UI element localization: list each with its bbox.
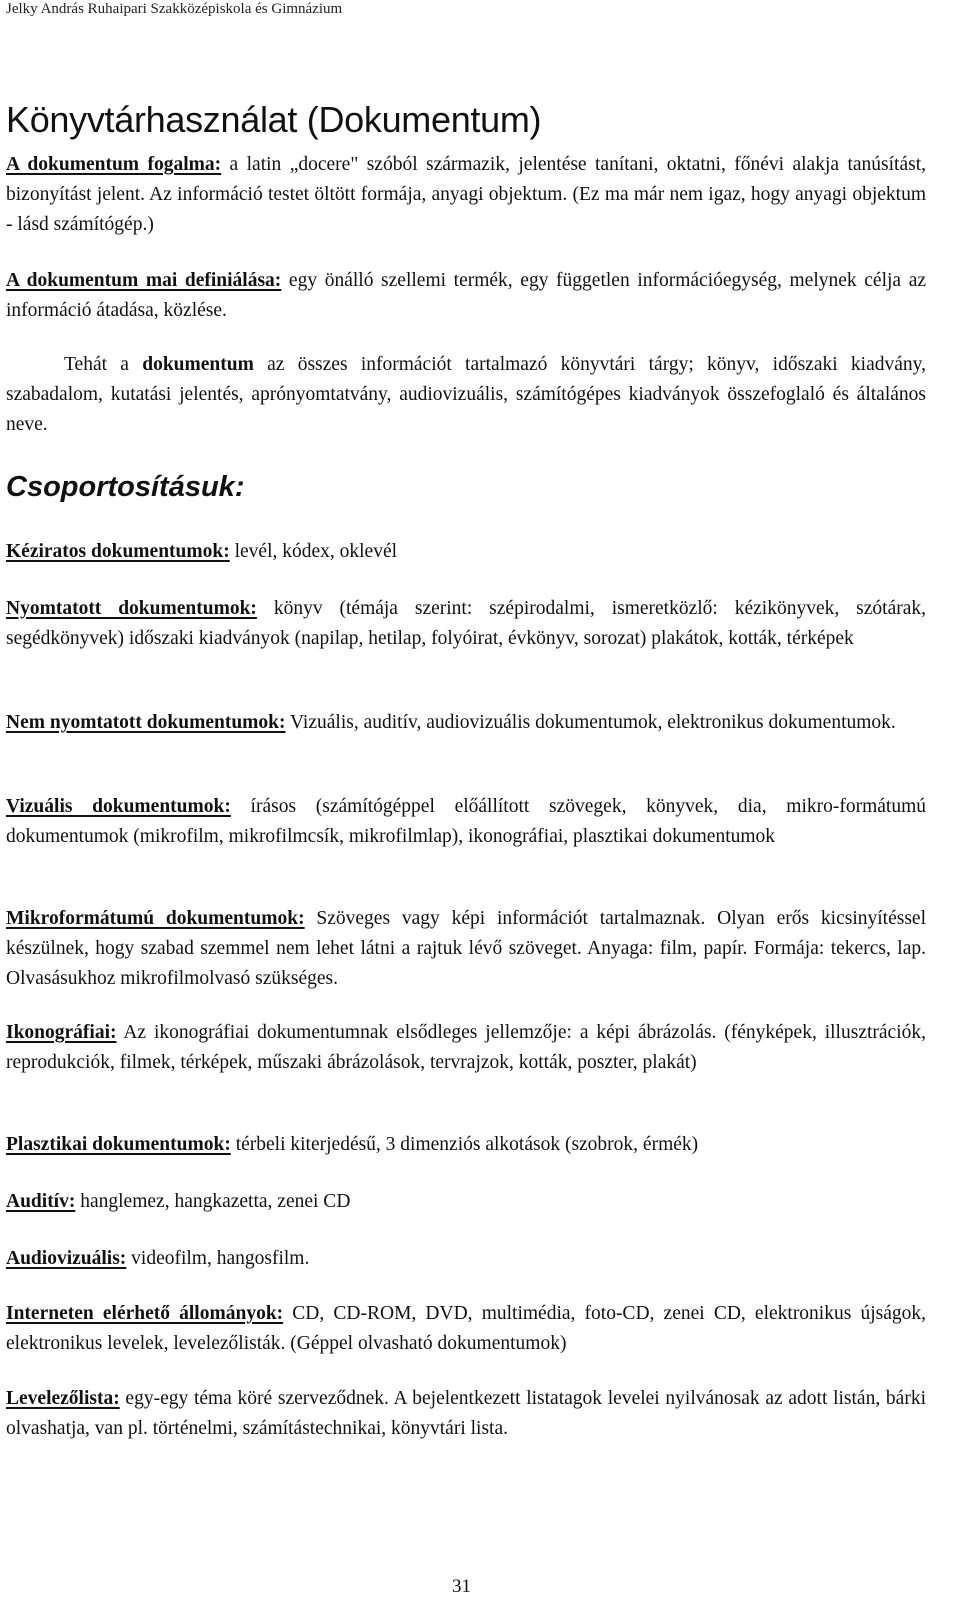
group-text: egy-egy téma köré szerveződnek. A bejelentkezett listatagok levelei nyilvánosak az adott listán, bárki olvashatja, van pl. történelmi, számítástechnikai, könyvtári lista. bbox=[6, 1388, 926, 1439]
definition-paragraph bbox=[6, 150, 926, 240]
group-term: Interneten elérhető állományok: bbox=[6, 1303, 284, 1324]
group-term: Levelezőlista: bbox=[6, 1388, 120, 1409]
group-term: Mikroformátumú dokumentumok: bbox=[6, 908, 305, 929]
group-text: Szöveges vagy képi információt tartalmaznak. Olyan erős kicsinyítéssel készülnek, hogy szabad szemmel nem lehet látni a rajtuk lévő szöveget. Anyaga: film, papír. Formája: tekercs, lap. Olvasásukhoz mikrofilmolvasó szükséges. bbox=[6, 908, 926, 989]
summary-paragraph bbox=[6, 350, 926, 440]
group-text: térbeli kiterjedésű, 3 dimenziós alkotások (szobrok, érmék) bbox=[230, 1134, 699, 1155]
group-internet bbox=[6, 1299, 926, 1359]
group-term: Kéziratos dokumentumok: bbox=[6, 541, 230, 562]
group-mailing-list bbox=[6, 1384, 926, 1444]
group-handwritten bbox=[6, 537, 926, 567]
modern-definition-text: egy önálló szellemi termék, egy független információegység, melynek célja az információ átadása, közlése. bbox=[6, 270, 926, 321]
page-header-school-name: Jelky András Ruhaipari Szakközépiskola és Gimnázium bbox=[6, 1, 343, 17]
group-term: Audiovizuális: bbox=[6, 1248, 127, 1269]
group-microform bbox=[6, 904, 926, 994]
page-title: Könyvtárhasználat (Dokumentum) bbox=[6, 99, 542, 140]
group-text: könyv (témája szerint: szépirodalmi, ismeretközlő: kézikönyvek, szótárak, segédkönyvek) időszaki kiadványok (napilap, hetilap, folyóirat, évkönyv, sorozat) plakátok, kották, térképek bbox=[6, 598, 927, 649]
group-term: Vizuális dokumentumok: bbox=[6, 796, 231, 817]
group-text: Vizuális, auditív, audiovizuális dokumentumok, elektronikus dokumentumok. bbox=[285, 712, 896, 733]
group-text: Az ikonográfiai dokumentumnak elsődleges jellemzője: a képi ábrázolás. (fényképek, illusztrációk, reprodukciók, filmek, térképek, műszaki ábrázolások, tervrajzok, kották, poszter, plakát) bbox=[6, 1022, 926, 1073]
group-non-printed bbox=[6, 708, 926, 738]
group-term: Ikonográfiai: bbox=[6, 1022, 117, 1043]
group-text: hanglemez, hangkazetta, zenei CD bbox=[75, 1191, 351, 1212]
group-text: írásos (számítógéppel előállított szövegek, könyvek, dia, mikro-formátumú dokumentumok (mikrofilm, mikrofilmcsík, mikrofilmlap), ikonográfiai, plasztikai dokumentumok bbox=[6, 796, 926, 847]
group-audiovisual bbox=[6, 1244, 926, 1274]
definition-text: a latin „docere" szóból származik, jelentése tanítani, oktatni, főnévi alakja tanúsítást, bizonyítást jelent. Az információ testet öltött formája, anyagi objektum. (Ez ma már nem igaz, hogy anyagi objektum - lásd számítógép.) bbox=[6, 154, 926, 235]
group-printed bbox=[6, 594, 926, 654]
summary-text: az összes információt tartalmazó könyvtári tárgy; könyv, időszaki kiadvány, szabadalom, kutatási jelentés, aprónyomtatvány, audiovizuális, számítógépes kiadványok összefoglaló és általános neve. bbox=[6, 354, 926, 435]
group-iconographic bbox=[6, 1018, 926, 1078]
group-text: videofilm, hangosfilm. bbox=[126, 1248, 310, 1269]
group-term: Plasztikai dokumentumok: bbox=[6, 1134, 231, 1155]
page-number: 31 bbox=[452, 1576, 471, 1597]
group-visual bbox=[6, 792, 926, 852]
group-term: Nem nyomtatott dokumentumok: bbox=[6, 712, 286, 733]
group-plastic bbox=[6, 1130, 926, 1160]
summary-pre: Tehát a bbox=[64, 354, 143, 375]
section-heading-grouping: Csoportosításuk: bbox=[6, 471, 245, 503]
group-auditory bbox=[6, 1187, 926, 1217]
group-text: levél, kódex, oklevél bbox=[229, 541, 398, 562]
group-term: Auditív: bbox=[6, 1191, 76, 1212]
modern-definition-term: A dokumentum mai definiálása: bbox=[6, 270, 282, 291]
group-term: Nyomtatott dokumentumok: bbox=[6, 598, 257, 619]
summary-keyword: dokumentum bbox=[142, 354, 254, 375]
group-text: CD, CD-ROM, DVD, multimédia, foto-CD, zenei CD, elektronikus újságok, elektronikus levelek, levelezőlisták. (Géppel olvasható dokumentumok) bbox=[6, 1303, 926, 1354]
modern-definition-paragraph bbox=[6, 266, 926, 326]
definition-term: A dokumentum fogalma: bbox=[6, 154, 222, 175]
